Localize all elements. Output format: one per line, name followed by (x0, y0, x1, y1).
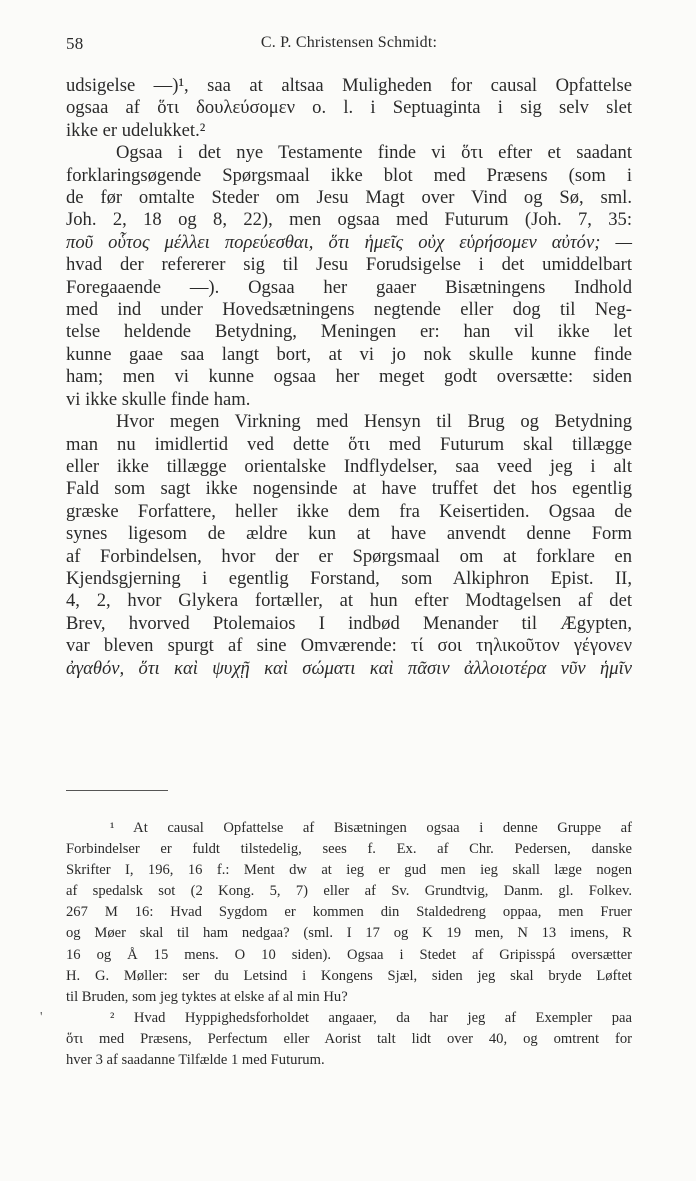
text-line: Hvor megen Virkning med Hensyn til Brug og Betydning (116, 411, 632, 433)
text-line: ἀγαθόν, ὅτι καὶ ψυχῇ καὶ σώματι καὶ πᾶσιν ἀλλοιοτέρα νῦν ἡμῖν (66, 657, 632, 679)
text-line: eller ikke tillægge orientalske Indflydelser, saa veed jeg i alt (66, 455, 632, 477)
text-line: Ogsaa i det nye Testamente finde vi ὅτι efter et saadant (116, 142, 632, 164)
text-line: ham; men vi kunne ogsaa her meget godt oversætte: siden (66, 366, 632, 388)
text-line: forklaringsøgende Spørgsmaal ikke blot med Præsens (som i (66, 164, 632, 186)
running-title: C. P. Christensen Schmidt: (260, 34, 438, 51)
text-line: Fald som sagt ikke nogensinde at have truffet det hos egentlig (66, 478, 632, 500)
text-line: græske Forfattere, heller ikke dem fra Keisertiden. Ogsaa de (66, 500, 632, 522)
text-line: 4, 2, hvor Glykera fortæller, at hun efter Modtagelsen af det (66, 590, 632, 612)
text-line: ποῦ οὗτος μέλλει πορεύεσθαι, ὅτι ἡμεῖς οὐχ εὑρήσομεν αὐτόν; — (66, 231, 632, 253)
text-line: ikke er udelukket.² (66, 119, 206, 141)
page-number: 58 (66, 34, 84, 53)
text-line: kunne gaae saa langt bort, at vi jo nok skulle kunne finde (66, 343, 632, 365)
text-line: Joh. 2, 18 og 8, 22), men ogsaa med Futurum (Joh. 7, 35: (66, 209, 632, 231)
text-line: af Forbindelsen, hvor der er Spørgsmaal om at forklare en (66, 545, 632, 567)
text-line: Kjendsgjerning i egentlig Forstand, som Alkiphron Epist. II, (66, 567, 632, 589)
text-line: synes ligesom de ældre kun at have anvendt denne Form (66, 523, 632, 545)
text-line: de før omtalte Steder om Jesu Magt over Vind og Sø, sml. (66, 187, 632, 209)
text-line: Foregaaende —). Ogsaa her gaaer Bisætningens Indhold (66, 276, 632, 298)
footnote-line: Forbindelser er fuldt tilstedelig, sees f. Ex. af Chr. Pedersen, danske (66, 841, 632, 858)
footnote-divider (66, 790, 168, 791)
footnote-line: 16 og Å 15 mens. O 10 siden). Ogsaa i Stedet af Gripisspá oversætter (66, 946, 632, 963)
footnotes (66, 818, 632, 1071)
text-line: vi ikke skulle finde ham. (66, 388, 251, 410)
footnote-line: H. G. Møller: ser du Letsind i Kongens Sjæl, siden jeg skal bryde Løftet (66, 967, 632, 984)
text-line: hvad der refererer sig til Jesu Forudsigelse i det umiddelbart (66, 254, 632, 276)
footnote-line: Skrifter I, 196, 16 f.: Ment dw at ieg er gud men ieg skall læge nogen (66, 862, 632, 879)
main-text (66, 75, 632, 680)
text-line: med ind under Hovedsætningens negtende eller dog til Neg- (66, 299, 632, 321)
footnote-line: 267 M 16: Hvad Sygdom er kommen din Staldedreng oppaa, men Fruer (66, 904, 632, 921)
text-line: Brev, hvorved Ptolemaios I indbød Menander til Ægypten, (66, 612, 632, 634)
footnote-line: ² Hvad Hyppighedsforholdet angaaer, da har jeg af Exempler paa (110, 1009, 632, 1026)
footnote-line: af spedalsk sot (2 Kong. 5, 7) eller af Sv. Grundtvig, Danm. gl. Folkev. (66, 883, 632, 900)
footnote-line: ¹ At causal Opfattelse af Bisætningen ogsaa i denne Gruppe af (110, 820, 632, 836)
text-line: ogsaa af ὅτι δουλεύσομεν o. l. i Septuaginta i sig selv slet (66, 97, 632, 119)
text-line: udsigelse —)¹, saa at altsaa Muligheden for causal Opfattelse (66, 75, 632, 96)
text-line: var bleven spurgt af sine Omværende: τί σοι τηλικοῦτον γέγονεν (66, 635, 632, 657)
margin-mark: ' (40, 1010, 43, 1025)
text-line: telse heldende Betydning, Meningen er: han vil ikke let (66, 321, 632, 343)
footnote-line: hver 3 af saadanne Tilfælde 1 med Futurum. (66, 1052, 325, 1069)
page-header (66, 34, 632, 58)
text-line: man nu imidlertid ved dette ὅτι med Futurum skal tillægge (66, 433, 632, 455)
footnote-line: til Bruden, som jeg tyktes at elske af al min Hu? (66, 988, 348, 1005)
footnote-line: ὅτι med Præsens, Perfectum eller Aorist talt lidt over 40, og omtrent for (66, 1030, 632, 1047)
footnote-line: og Møer skal til ham nedgaa? (sml. I 17 og K 19 men, N 13 imens, R (66, 925, 632, 942)
